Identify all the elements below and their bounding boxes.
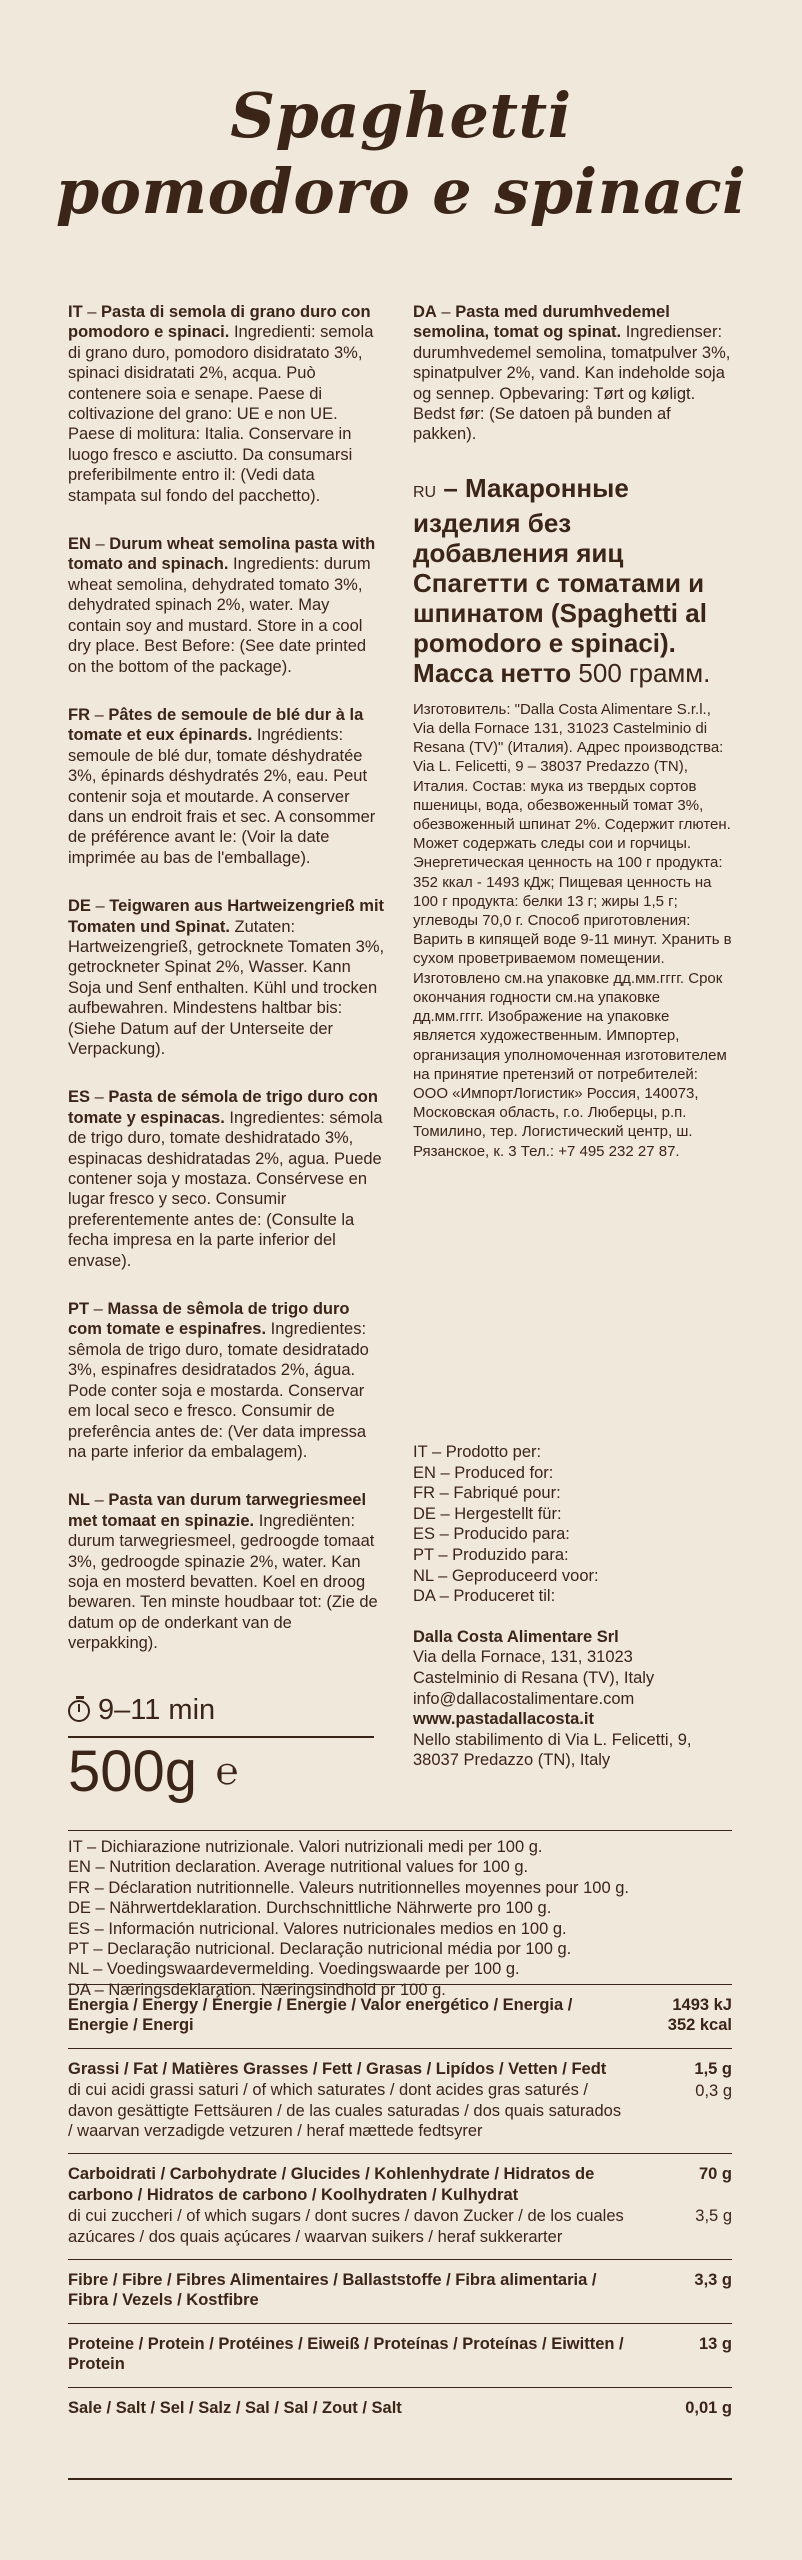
produced-for-da: DA – Produceret til: [413, 1587, 556, 1606]
ingredients-block-it: IT – Pasta di semola di grano duro con pomodoro e spinaci. Ingredienti: semola di grano duro, pomodoro disidratato 3%, spinaci disidratati 2%, acqua. Può contenere soia e senape. Paese di coltivazione del grano: UE e non UE. Paese di molitura: Italia. Conservare in luogo fresco e asciutto. Da consumarsi preferibilmente entro il: (Vedi data stampata sul fondo del pacchetto). [68, 303, 374, 505]
plant-address-2: 38037 Predazzo (TN), Italy [413, 1751, 611, 1770]
nutrition-table [68, 1984, 732, 2430]
ingredients-block-da: DA – Pasta med durumhvedemel semolina, tomat og spinat. Ingredienser: durumhvedemel semolina, tomatpulver 3%, spinatpulver 2%, vand. Kan indeholde soja og sennep. Opbevaring: Tørt og køligt. Bedst før: (Se datoen på bunden af pakken). [413, 303, 731, 444]
produced-for-it: IT – Prodotto per: [413, 1443, 542, 1461]
title-line-1: Spaghetti [230, 79, 572, 152]
nutrition-row-fibre: Fibre / Fibre / Fibres Alimentaires / Ballaststoffe / Fibra alimentaria / Fibra / Vezels / Kostfibre 3,3 g [68, 2259, 732, 2323]
divider [68, 1736, 374, 1738]
ingredients-block-fr: FR – Pâtes de semoule de blé dur à la tomate et eux épinards. Ingrédients: semoule de blé dur, tomate déshydratée 3%, épinards déshydratés 2%, eau. Peut contenir soja et moutarde. A conserver dans un endroit frais et sec. A consommer de préférence avant le: (Voir la date imprimée au bas de l'emballage). [68, 705, 376, 867]
ingredients-block-de: DE – Teigwaren aus Hartweizengrieß mit Tomaten und Spinat. Zutaten: Hartweizengrieß, getrocknete Tomaten 3%, getrockneter Spinat 2%, Wasser. Kann Soja und Senf enthalten. Kühl und trocken aufbewahren. Mindestens haltbar bis: (Siehe Datum auf der Unterseite der Verpackung). [68, 897, 385, 1058]
nutrition-row-energy: Energia / Energy / Énergie / Energie / Valor energético / Energia / Energie / Energi 1493 kJ 352 kcal [68, 1984, 732, 2048]
ingredients-block-pt: PT – Massa de sêmola de trigo duro com tomate e espinafres. Ingredientes: sêmola de trigo duro, tomate desidratado 3%, espinafres desidratados 2%, água. Pode conter soja e mostarda. Conservar em local seco e fresco. Consumir de preferência antes de: (Ver data impressa na parte inferior da embalagem). [68, 1300, 369, 1461]
ru-body-text: Изготовитель: "Dalla Costa Alimentare S.r.l., Via della Fornace 131, 31023 Castelminio di Resana (TV)" (Италия). Адрес производства: Via L. Felicetti, 9 – 38037 Predazzo (TN), Италия. Состав: мука из твердых сортов пшеницы, вода, обезвоженный томат 3%, обезвоженный шпинат 2%. Содержит глютен. Может содержать следы сои и горчицы. Энергетическая ценность на 100 г продукта: 352 ккал - 1493 кДж; Пищевая ценность на 100 г продукта: белки 13 г; жиры 1,5 г; углеводы 70,0 г. Способ приготовления: Варить в кипящей воде 9-11 минут. Хранить в сухом проветриваемом помещении. Изготовлено см.на упаковке дд.мм.гггг. Срок окончания годности см.на упаковке дд.мм.гггг. Изображение на упаковке является художественным. Импортер, организация уполномоченная изготовителем на принятие претензий от потребителей: ООО «ИмпортЛогистик» Россия, 140073, Московская область, г.о. Люберцы, р.п. Томилино, тер. Логистический центр, ш. Рязанское, к. 3 Тел.: +7 495 232 27 87. [413, 700, 732, 1160]
ingredients-block-nl: NL – Pasta van durum tarwegriesmeel met tomaat en spinazie. Ingrediënten: durum tarwegriesmeel, gedroogde tomaat 3%, gedroogde spinazie 2%, water. Kan soja en mosterd bevatten. Koel en droog bewaren. Ten minste houdbaar tot: (Zie de datum op de onderkant van de verpakking). [68, 1491, 378, 1653]
product-title [0, 78, 802, 230]
nutrition-row-salt: Sale / Salt / Sel / Salz / Sal / Sal / Zout / Salt 0,01 g [68, 2387, 732, 2430]
produced-for-pt: PT – Produzido para: [413, 1545, 569, 1564]
company-name: Dalla Costa Alimentare Srl [413, 1627, 619, 1646]
produced-for-fr: FR – Fabriqué pour: [413, 1484, 561, 1503]
produced-for-es: ES – Producido para: [413, 1525, 570, 1544]
ru-heading: RU – Макаронные изделия без добавления яиц Спагетти с томатами и шпинатом (Spaghetti al pomodoro e spinaci). Масса нетто 500 грамм. [413, 472, 711, 688]
ingredients-block-en: EN – Durum wheat semolina pasta with tomato and spinach. Ingredients: durum wheat semolina, dehydrated tomato 3%, dehydrated spinach 2%, water. May contain soy and mustard. Store in a cool dry place. Best Before: (See date printed on the bottom of the package). [68, 535, 376, 676]
nutrition-row-protein: Proteine / Protein / Protéines / Eiweiß / Proteínas / Proteínas / Eiwitten / Protein 13 g [68, 2323, 732, 2387]
ingredients-block-es: ES – Pasta de sémola de trigo duro con tomate y espinacas. Ingredientes: sémola de trigo duro, tomate deshidratado 3%, espinacas deshidratadas 2%, agua. Puede contener soja y mostaza. Consérvese en lugar fresco y seco. Consumir preferentemente antes de: (Consulte la fecha impresa en la parte inferior del envase). [68, 1088, 383, 1270]
net-weight [68, 1740, 243, 1804]
produced-for-nl: NL – Geproduceerd voor: [413, 1566, 599, 1585]
estimated-sign-icon: ℮ [215, 1751, 239, 1793]
right-ingredients-column [413, 302, 733, 1161]
nutrition-declaration-header: IT – Dichiarazione nutrizionale. Valori nutrizionali medi per 100 g. EN – Nutrition declaration. Average nutritional values for 100 g. FR – Déclaration nutritionnelle. Valeurs nutritionnelles moyennes pour 100 g. DE – Nährwertdeklaration. Durchschnittliche Nährwerte pro 100 g. ES – Información nutricional. Valores nutricionales medios en 100 g. PT – Declaração nutricional. Declaração nutricional média por 100 g. NL – Voedingswaardevermelding. Voedingswaarde per 100 g. DA – Næringsdeklaration. Næringsindhold pr 100 g. [68, 1830, 732, 2000]
cooking-time-value: 9–11 min [98, 1694, 216, 1726]
company-email: info@dallacostalimentare.com [413, 1689, 635, 1708]
timer-icon [68, 1700, 90, 1722]
cooking-time [68, 1694, 215, 1727]
company-website: www.pastadallacosta.it [413, 1710, 594, 1729]
producer-info [413, 1442, 743, 1771]
nutrition-row-carbohydrate: Carboidrati / Carbohydrate / Glucides / Kohlenhydrate / Hidratos de carbono / Hidratos de carbono / Koolhydraten / Kulhydrat 70 g di cui zuccheri / of which sugars / dont sucres / davon Zucker / de los cuales azúcares / dos quais açúcares / waarvan suikers / heraf sukkerarter 3,5 g [68, 2153, 732, 2259]
title-line-2: pomodoro e spinaci [55, 155, 747, 228]
table-end-divider [68, 2478, 732, 2480]
plant-address-1: Nello stabilimento di Via L. Felicetti, 9, [413, 1730, 692, 1749]
nutrition-row-fat: Grassi / Fat / Matières Grasses / Fett / Grasas / Lipídos / Vetten / Fedt 1,5 g di cui acidi grassi saturi / of which saturates / dont acides gras saturés / davon gesättigte Fettsäuren / de las cuales saturadas / dos quais saturados / waarvan verzadigde vetzuren / heraf mættede fedtsyrer 0,3 g [68, 2048, 732, 2154]
produced-for-de: DE – Hergestellt für: [413, 1504, 562, 1523]
left-ingredients-column [68, 302, 386, 1682]
net-weight-value: 500g [68, 1739, 198, 1804]
company-address-2: Castelminio di Resana (TV), Italy [413, 1668, 655, 1687]
produced-for-en: EN – Produced for: [413, 1463, 554, 1482]
company-address-1: Via della Fornace, 131, 31023 [413, 1648, 633, 1667]
